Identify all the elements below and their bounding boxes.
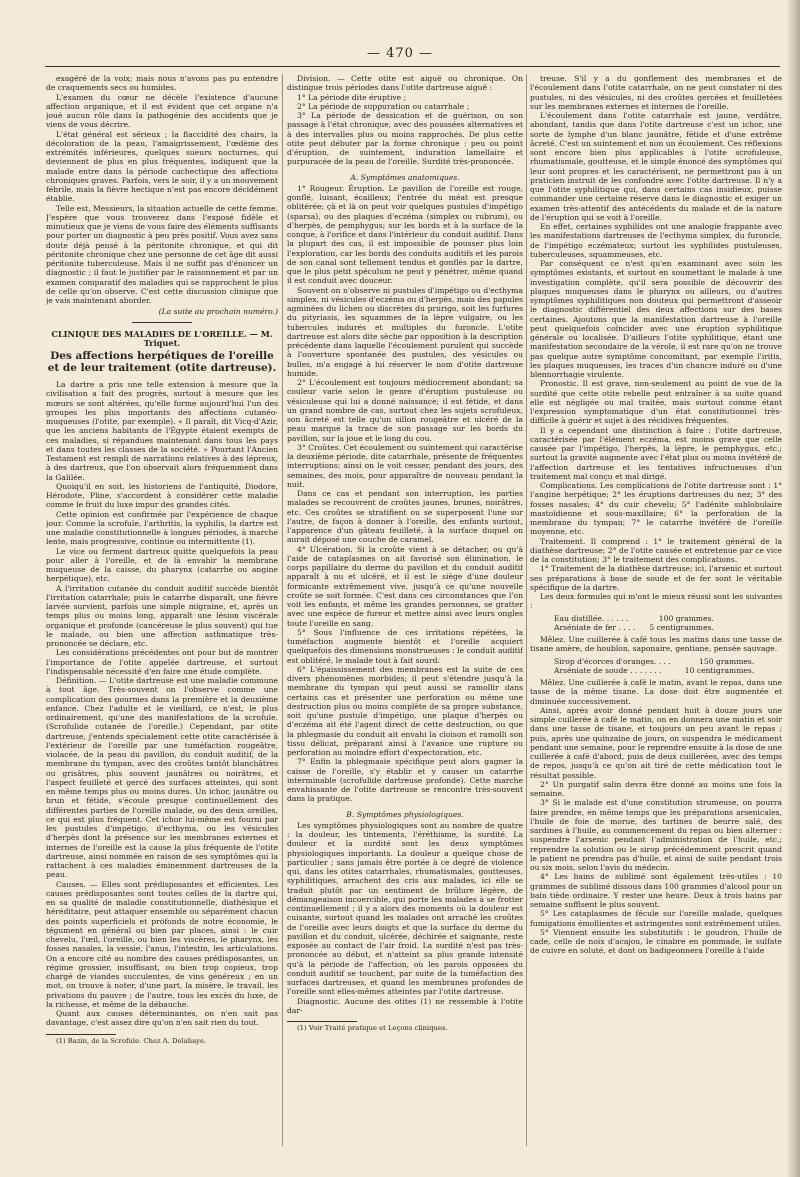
paragraph: L'examen du cœur ne décèle l'existence d'aucune affection organique, et il est évident que cet organe n'a joué aucun rôle dans la pathogénie des accidents que je viens de vous décrire.	[46, 92, 278, 130]
paragraph: 4° Les bains de sublimé sont également très-utiles : 10 grammes de sublimé dissous dans 100 grammes d'alcool pour un bain tiède ordinaire. Y rester une heure. Deux à trois bains par semaine suffisent le plus souvent.	[530, 872, 782, 909]
col3-body-a	[530, 74, 782, 611]
column-divider-1	[282, 74, 283, 1146]
top-rule	[45, 66, 780, 67]
footnote-rule	[46, 1034, 116, 1035]
formula-row	[554, 623, 718, 632]
column-right	[530, 74, 782, 1146]
paragraph: Le vice ou ferment dartreux quitte quelquefois la peau pour aller à l'oreille, et de là envahir la membrane muqueuse de la caisse, du pharynx (catarrhe ou angine herpétique), etc.	[46, 546, 278, 584]
paragraph: Causes. — Elles sont prédisposantes et efficientes. Les causes prédisposantes sont toutes celles de la dartre qui, en sa qualité de maladie constitutionnelle, diathésique et héréditaire, peut attaquer ensemble ou séparément chacun des points superficiels et profonds de notre économie, le tégument en général ou bien par places, ainsi : le cuir chevelu, l'œil, l'oreille, ou bien les viscères, le pharynx, les fosses nasales, la vessie, l'anus, l'intestin, les articulations. On a encore cité au nombre des causes prédisposantes, un régime grossier, insuffisant, ou bien trop copieux, trop chargé de viandes succulentes, de vins généreux ; en un mot, on trouve à noter, d'une part, la misère, le travail, les privations du pauvre ; de l'autre, tous les excès du luxe, de la richesse, et même de la débauche.	[46, 879, 278, 1009]
paragraph: Quoiqu'il en soit, les historiens de l'antiquité, Diodore, Hérodote, Pline, s'accordent à considérer cette maladie comme le fruit du luxe impur des grandes cités.	[46, 481, 278, 510]
formula-row	[554, 614, 718, 623]
paragraph: Dans ce cas et pendant son interruption, les parties malades se recouvrent de croûtes jaunes, brunes, noirâtres, etc. Ces croûtes se stratifient ou se superposent l'une sur l'autre, de façon à donner à l'oreille, des enfants surtout, l'apparence d'un gâteau feuilleté, à la surface duquel on aurait déposé une couche de caramel.	[287, 489, 523, 545]
formula-row	[554, 666, 758, 675]
footnote-left: (1) Bazin, de la Scrofule. Chez A. Delahaye.	[56, 1036, 207, 1045]
paragraph: 1° Traitement de la diathèse dartreuse; ici, l'arsenic et surtout ses préparations à base de soude et de fer sont le véritable spécifique de la dartre.	[530, 564, 782, 592]
paragraph: En effet, certaines syphilides ont une analogie frappante avec les manifestations dartreuses de l'ecthyma simplex, du furoncle, de l'impétigo eczémateux; surtout les syphilides pustuleuses, tuberculeuses, squammeuses, etc.	[530, 222, 782, 259]
formula-arseniate-soude	[554, 657, 758, 676]
clinique-title: CLINIQUE DES MALADIES DE L'OREILLE. — M. Triquet.	[51, 328, 273, 348]
page-edge-shadow	[786, 0, 800, 1177]
paragraph: 3° Si le malade est d'une constitution strumeuse, on pourra faire prendre, en même temps que les préparations arsenicales, l'huile de foie de morue, des tartines de beurre salé, des sardines à l'huile, au commencement du repas ou bien alterner : suspendre l'arsenic pendant l'administration de l'huile, etc.; reprendre la solution ou le sirop précédemment prescrit quand le patient ne prendra pas d'huile, et ainsi de suite pendant trois ou six mois, selon l'avis du médecin.	[530, 798, 782, 872]
paragraph: 6° L'épaississement des membranes est la suite de ces divers phénomènes morbides; il peut s'étendre jusqu'à la membrane du tympan qui peut aussi se ramollir dans certains cas et présenter une perforation ou même une destruction plus ou moins complète de sa propre substance, soit qu'une pustule d'impétigo, une plaque d'herpès ou d'eczéma ait été l'agent direct de cette destruction, ou que la phlegmasie du conduit ait envahi la cloison et ramolli son tissu délicat, préparant ainsi à l'avance une rupture ou perforation au moindre effort d'expectoration, etc.	[287, 664, 523, 757]
paragraph: La dartre a pris une telle extension à mesure que la civilisation a fait des progrès, surtout à mesure que les mœurs se sont altérées, qu'elle forme aujourd'hui l'un des groupes les plus importants des affections cutanéo-muqueuses (l'otite, par exemple). « Il paraît, dit Vicq-d'Azir, que les anciens habitants de l'Égypte étaient exempts de ces maladies, si répandues maintenant dans tous les pays et dans toutes les classes de la société. » Pourtant l'Ancien Testament est rempli de narrations relatives à des lépreux, à des dartreux, que l'on observait alors fréquemment dans la Galilée.	[46, 380, 278, 482]
paragraph: Il y a cependant une distinction à faire : l'otite dartreuse, caractérisée par l'élément eczéma, est moins grave que celle causée par l'impétigo, l'herpès, la lèpre, le pemphygus, etc.; surtout la gravité augmente avec l'état plus ou moins invétéré de l'affection dartreuse et les tentatives infructueuses d'un traitement mal conçu et mal dirigé.	[530, 425, 782, 481]
paragraph: Souvent on n'observe ni pustules d'impétigo ou d'ecthyma simplex, ni vésicules d'eczéma ou d'herpès, mais des papules agminées du lichen ou discrètes du prurigo, soit les furfures du pityriasis, les squammes de la lèpre vulgaire, ou les tubercules indurés et multiples du furoncle. L'otite dartreuse est alors dite sèche par opposition à la description précédente dans laquelle l'écoulement purulent qui succède à l'ouverture spontanée des pustules, des vésicules ou bulles, m'a engagé à lui réserver le nom d'otite dartreuse humide.	[287, 285, 523, 378]
paragraph: 1° Rougeur. Éruption. Le pavillon de l'oreille est rouge, gonflé, luisant, écailleux; l'entrée du méat est presque oblitérée; çà et là on peut voir quelques pustules d'impétigo (sparsa), ou des plaques d'eczéma (simplex ou rubrum), ou d'herpès, de pemphygus; sur les bords et à la surface de la conque, à l'orifice et dans l'intérieur du conduit auditif. Dans la plupart des cas, il est impossible de pousser plus loin l'exploration, car les bords des conduits auditifs et les parois de son canal sont tellement tendus et gonflés par la dartre, que le plus petit spéculum ne peut y pénétrer, même quand il est conduit avec douceur.	[287, 183, 523, 286]
ingredient-quantity: 10 centigrammes.	[684, 665, 755, 675]
paragraph: Ainsi, après avoir donné pendant huit à douze jours une simple cuillerée à café le matin, on en donnera une matin et soir dans une tasse de tisane, et toujours un peu avant le repas ; puis, après une quinzaine de jours, on suspendra le médicament pendant une semaine, pour le reprendre ensuite à la dose de une cuillerée à café d'abord, puis de deux cuillerées, avec des temps de repos, jusqu'à ce qu'on ait tiré de cette médication tout le résultat possible.	[530, 705, 782, 780]
paragraph: Pronostic. Il est grave, non-seulement au point de vue de la surdité que cette otite rebelle peut entraîner à sa suite quand elle est négligée ou mal traitée, mais surtout comme étant l'expression symptomatique d'un état constitutionnel très-difficile à guérir et sujet à des récidives fréquentes.	[530, 379, 782, 426]
paragraph: Mêlez. Une cuillerée à café tous les matins dans une tasse de tisane amère, de houblon, saponaire, gentiane, pensée sauvage.	[530, 635, 782, 654]
paragraph: 2° L'écoulement est toujours médiocrement abondant; sa couleur varie selon le genre d'éruption pustuleuse ou vésiculeuse qui lui a donné naissance; il est fétide, et dans un grand nombre de cas, surtout chez les sujets scrofuleux, son âcreté est telle qu'un sillon rougeâtre et ulcéré de la peau marque la trace de son passage sur les bords du pavillon, sur la joue et le long du cou.	[287, 378, 523, 443]
to-be-continued: (La suite au prochain numéro.)	[158, 307, 278, 317]
paragraph: exagéré de la voix; mais nous n'avons pas pu entendre de craquements secs ou humides.	[46, 74, 278, 93]
col2-body-b	[287, 184, 523, 804]
formula-row	[554, 657, 758, 666]
section-anatomiques: A. Symptômes anatomiques.	[350, 172, 460, 182]
paragraph: Par conséquent ce n'est qu'en examinant avec soin les symptômes existants, et surtout en soumettant le malade à une investigation complète, qu'il sera possible de découvrir des plaques muqueuses dans le pharynx ou ailleurs, ou d'autres symptômes syphilitiques non douteux qui permettront d'asseoir le diagnostic différentiel des deux affections sur des bases certaines. Ajoutons que la manifestation dartreuse à l'oreille peut quelquefois coïncider avec une éruption syphilitique générale ou localisée. D'ailleurs l'otite syphilitique, étant une manifestation secondaire de la vérole, il est rare qu'on ne trouve pas quelque autre symptôme concomitant, par exemple l'iritis, les plaques muqueuses, les traces d'un chancre induré ou d'une blennorrhagie virulente.	[530, 259, 782, 379]
paragraph: 3° Croûtes. Cet écoulement ou suintement qui caractérise la deuxième période, dite catarrhale, présente de fréquentes interruptions; ainsi on le voit cesser, pendant des jours, des semaines, des mois, pour apparaître de nouveau pendant la nuit.	[287, 442, 523, 489]
ingredient-name: Sirop d'écorces d'oranges. . . .	[554, 656, 671, 666]
paragraph: 2° La période de suppuration ou catarrhale ;	[297, 101, 470, 111]
section-separator	[132, 322, 192, 323]
paragraph: 2° Un purgatif salin devra être donné au moins une fois la semaine.	[530, 779, 782, 798]
col2-body-a	[287, 74, 523, 167]
column-left	[46, 74, 278, 1146]
ingredient-name: Arséniate de soude . . . . . . .	[554, 665, 662, 675]
paragraph: Les considérations précédentes ont pour but de montrer l'importance de l'otite appelée dartreuse, et surtout l'indispensable nécessité d'en faire une étude complète.	[46, 648, 278, 676]
paragraph: Quant aux causes déterminantes, on n'en sait pas davantage, c'est assez dire qu'on n'en sait rien du tout.	[46, 1009, 278, 1028]
paragraph: 7° Enfin la phlegmasie spécifique peut alors gagner la caisse de l'oreille, s'y établir et y causer un catarrhe interminable (scrofulide dartreuse profonde). Cette marche envahissante de l'otite dartreuse se rencontre très-souvent dans la pratique.	[287, 757, 523, 804]
col1-intro	[46, 74, 278, 305]
paragraph: 5° Les cataplasmes de fécule sur l'oreille malade, quelques fumigations émollientes et astringentes sont extrêmement utiles.	[530, 909, 782, 928]
column-divider-2	[526, 74, 527, 1146]
paragraph: Les symptômes physiologiques sont au nombre de quatre : la douleur, les tintements, l'éréthisme, la surdité. La douleur et la surdité sont les deux symptômes physiologiques importants. La douleur a quelque chose de particulier ; sans jamais être portée à ce degré de violence qui, dans les otites catarrhales, rhumatismales, goutteuses, syphilitiques, arrachent des cris aux malades, ici elle se traduit plutôt par un sentiment de brûlure légère, de démangeaison incoercible, qui porte les malades à se frotter continuellement ; il y a alors des moments où la douleur est cuisante, surtout quand les malades ont arraché les croûtes de l'oreille avec leurs doigts et que la surface du derme du pavillon et du conduit, ulcérée, déchirée et saignante, reste exposée au contact de l'air froid. La surdité n'est pas très-prononcée au début, et n'atteint sa plus grande intensité qu'à la période de l'affection, où les parois opposées du conduit auditif se touchent, par suite de la tuméfaction des surfaces dartreuses, et quand les membranes profondes de l'oreille sont elles-mêmes atteintes par l'otite dartreuse.	[287, 820, 523, 997]
footnote-middle: (1) Voir Traité pratique et Leçons cliniques.	[297, 1024, 448, 1032]
column-middle	[287, 74, 523, 1146]
col2-body-c	[287, 821, 523, 1015]
paragraph: Diagnostic. Aucune des otites (1) ne ressemble à l'otite dar-	[287, 996, 523, 1015]
ingredient-quantity: 5 centigrammes.	[649, 622, 714, 632]
paragraph: Traitement. Il comprend : 1° le traitement général de la diathèse dartreuse; 2° de l'otite causée et entretenue par ce vice de la constitution; 3° le traitement des complications.	[530, 536, 782, 564]
article-title: Des affections herpétiques de l'oreille et de leur traitement (otite dartreuse).	[47, 350, 277, 374]
paragraph: Division. — Cette otite est aiguë ou chronique. On distingue trois périodes dans l'otite dartreuse aiguë :	[287, 74, 523, 93]
paragraph: A l'irritation cutanée du conduit auditif succède bientôt l'irritation catarrhale; puis le catarrhe disparaît, une fièvre larvée survient, parfois une simple migraine, et, après un temps plus ou moins long, apparaît une lésion viscérale organique et profonde (cancéreuse le plus souvent) qui tue le malade, ou bien une affection asthmatique très-prononcée se déclare, etc.	[46, 583, 278, 648]
ingredient-name: Eau distillée. . . . . .	[554, 613, 629, 623]
paragraph: Les deux formules qui m'ont le mieux réussi sont les suivantes :	[530, 592, 782, 611]
paragraph: 1° La période dite éruptive ;	[297, 92, 407, 102]
col1-body	[46, 380, 278, 1028]
paragraph: L'état général est sérieux ; la flaccidité des chairs, la décoloration de la peau, l'amaigrissement, l'œdème des extrémités inférieures, quelques sueurs nocturnes, qui deviennent de plus en plus fréquentes, indiquent que la malade entre dans la période cachectique des affections chroniques graves. Parfois, vers le soir, il y a un mouvement fébrile, mais la fièvre hectique n'est pas encore décidément établie.	[46, 129, 278, 204]
ingredient-quantity: 150 grammes.	[699, 656, 755, 666]
paragraph: Mêlez. Une cuillerée à café le matin, avant le repas, dans une tasse de la même tisane. La dose doit être augmentée et diminuée successivement.	[530, 678, 782, 706]
paragraph: 5° Sous l'influence de ces irritations répétées, la tuméfaction augmente bientôt et l'oreille acquiert quelquefois des dimensions monstrueuses : le conduit auditif est oblitéré, le malade tout à fait sourd.	[287, 627, 523, 665]
paragraph: treuse. S'il y a du gonflement des membranes et de l'écoulement dans l'otite catarrhale, on ne peut constater ni des pustules, ni des vésicules, ni des croûtes gercées et feuilletées sur les membranes externes et internes de l'oreille.	[530, 74, 782, 111]
paragraph: 5° Viennent ensuite les substitutifs : le goudron, l'huile de cade, celle de noix d'acajou, le cinabre en pommade, le sulfate de cuivre en soluté, et dont on badigeonnera l'oreille à l'aide	[530, 927, 782, 956]
page-number: — 470 —	[366, 46, 434, 61]
paragraph: 4° Ulcération. Si la croûte vient à se détacher, ou qu'à l'aide de cataplasmes on ait favorisé son élimination, le corps papillaire du derme du pavillon et du conduit auditif apparaît à nu et ulcéré, et il est le siège d'une douleur formicante extrêmement vive, jusqu'à ce qu'une nouvelle croûte se soit formée. C'est dans ces circonstances que l'on voit les enfants, et même les grandes personnes, se gratter avec une espèce de fureur et mettre ainsi avec leurs ongles toute l'oreille en sang.	[287, 544, 523, 628]
formula-arseniate-fer	[554, 614, 718, 633]
ingredient-quantity: 100 grammes.	[658, 613, 714, 623]
paragraph: Définition. — L'otite dartreuse est une maladie commune à tout âge. Très-souvent on l'observe comme une complication des gourmes dans la première et la deuxième enfance. Chez l'adulte et le vieillard, ce n'est, le plus ordinairement, qu'une des manifestations de la scrofule. (Scrofulide cutanée de l'oreille.) Cependant, par otite dartreuse, j'entends spécialement cette otite caractérisée à l'extérieur de l'oreille par une tuméfaction rougeâtre, violacée, de la peau du pavillon, du conduit auditif, de la membrane du tympan, avec des croûtes tantôt blanchâtres ou grisâtres, plus souvent jaunâtres ou noirâtres, et l'aspect feuilleté et gercé des surfaces atteintes, qui sont en même temps plus ou moins dures. Un ichor, jaunâtre ou brun et fétide, s'écoule presque continuellement des différentes parties de l'oreille malade, ou des deux oreilles, ce qui est plus fréquent. Cet ichor lui-même est fourni par les pustules d'impétigo, d'ecthyma, ou les vésicules d'herpès dont la présence sur les membranes externes et internes de l'oreille est la cause la plus fréquente de l'otite dartreuse, ainsi nommée en raison de ses symptômes qui la rattachent à ces maladies éminemment dartreuses de la peau.	[46, 676, 278, 880]
paragraph: 3° La période de dessication et de guérison, ou son passage à l'état chronique, avec des poussées alternatives et à des intervalles plus ou moins rapprochés. De plus cette otite peut débuter par la forme chronique : peu ou point d'éruption, de suintement, induration lamellaire et purpuracée de la peau de l'oreille. Surdité très-prononcée.	[287, 111, 523, 167]
footnote-rule	[287, 1021, 357, 1022]
paragraph: Complications. Les complications de l'otite dartreuse sont : 1° l'angine herpétique; 2° les éruptions dartreuses du nez; 3° des fosses nasales; 4° du cuir chevelu; 5° l'adénite sublobulaire mastoïdienne et sous-maxillaire; 6° la perforation de la membrane du tympan; 7° le catarrhe invétéré de l'oreille moyenne, etc.	[530, 481, 782, 537]
col3-body-b	[530, 635, 782, 654]
ingredient-name: Arséniate de fer . . . .	[554, 622, 636, 632]
paragraph: Telle est, Messieurs, la situation actuelle de cette femme. J'espère que vous trouverez dans l'exposé fidèle et minutieux que je viens de vous faire des éléments suffisants pour porter un diagnostic à peu près positif. Vous avez sans doute déjà pensé à la péritonite chronique, et qui dit péritonite chronique chez une personne de cet âge dit aussi péritonite tuberculeuse. Mais il ne suffit pas d'énoncer un diagnostic ; il faut le justifier par le raisonnement et par un examen comparatif des maladies qui se rapprochent le plus de celle qu'on observe. C'est cette discussion clinique que je vais maintenant aborder.	[46, 203, 278, 305]
paragraph: L'écoulement dans l'otite catarrhale est jaune, verdâtre, abondant, tandis que dans l'otite dartreuse c'est un ichor, une sorte de lymphe d'un blanc jaunâtre, fétide et d'une extrême âcreté. C'est un suintement et non un écoulement. Ces réflexions sont encore bien plus applicables à l'otite scrofuleuse, rhumatismale, goutteuse, et le simple énoncé des symptômes qui leur sont propres et les caractérisent, ne permettront pas à un praticien instruit de les confondre avec l'otite dartreuse. Il n'y a que l'otite syphilitique qui, dans certains cas insidieux, puisse commander une certaine réserve dans le diagnostic et exiger un examen très-attentif des antécédents du malade et de la nature de l'éruption qui se voit à l'oreille.	[530, 111, 782, 222]
col3-body-c	[530, 678, 782, 956]
paragraph: Cette opinion est confirmée par l'expérience de chaque jour. Comme la scrofule, l'arthritis, la syphilis, la dartre est une maladie constitutionnelle à longues périodes, à marche lente, mais progressive, continue ou intermittente (1).	[46, 509, 278, 547]
section-physiologiques: B. Symptômes physiologiques.	[346, 809, 464, 819]
